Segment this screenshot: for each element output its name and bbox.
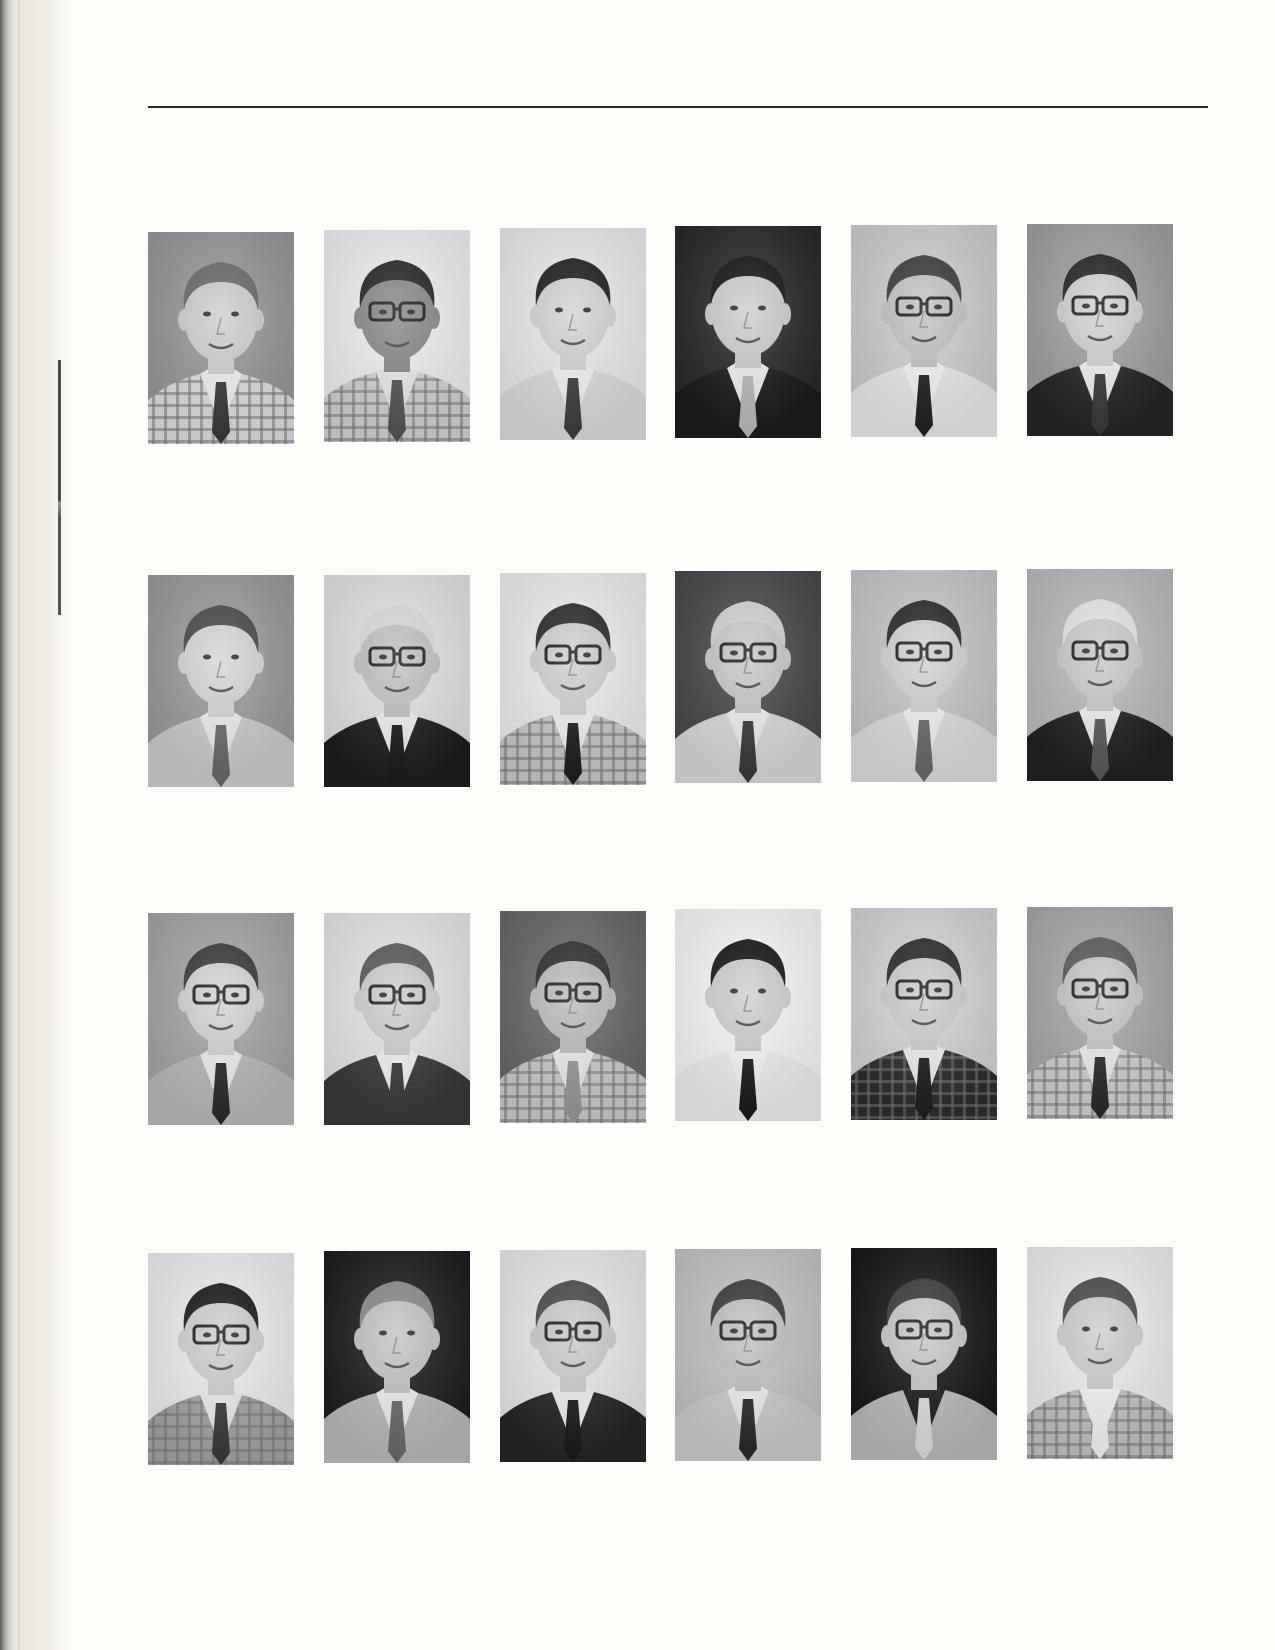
portrait-photo [500, 573, 646, 785]
portrait-photo [324, 230, 470, 442]
portrait-photo [1027, 907, 1173, 1119]
binding-mark [58, 360, 61, 615]
portrait-photo [500, 228, 646, 440]
header-rule [148, 106, 1208, 108]
portrait-photo [324, 913, 470, 1125]
portrait-photo [1027, 1247, 1173, 1459]
portrait-photo [148, 232, 294, 444]
portrait-photo [675, 571, 821, 783]
portrait-photo [851, 908, 997, 1120]
portrait-photo [1027, 569, 1173, 781]
portrait-photo [675, 1249, 821, 1461]
portrait-photo [500, 911, 646, 1123]
page-edge-line [18, 0, 20, 1650]
portrait-photo [851, 1248, 997, 1460]
portrait-photo [324, 575, 470, 787]
portrait-photo [500, 1250, 646, 1462]
portrait-photo [1027, 224, 1173, 436]
portrait-photo [148, 913, 294, 1125]
portrait-photo [675, 226, 821, 438]
page-binding-edge [0, 0, 75, 1650]
portrait-photo [851, 225, 997, 437]
portrait-photo [148, 575, 294, 787]
portrait-photo [148, 1253, 294, 1465]
portrait-photo [675, 909, 821, 1121]
portrait-photo [851, 570, 997, 782]
portrait-photo [324, 1251, 470, 1463]
